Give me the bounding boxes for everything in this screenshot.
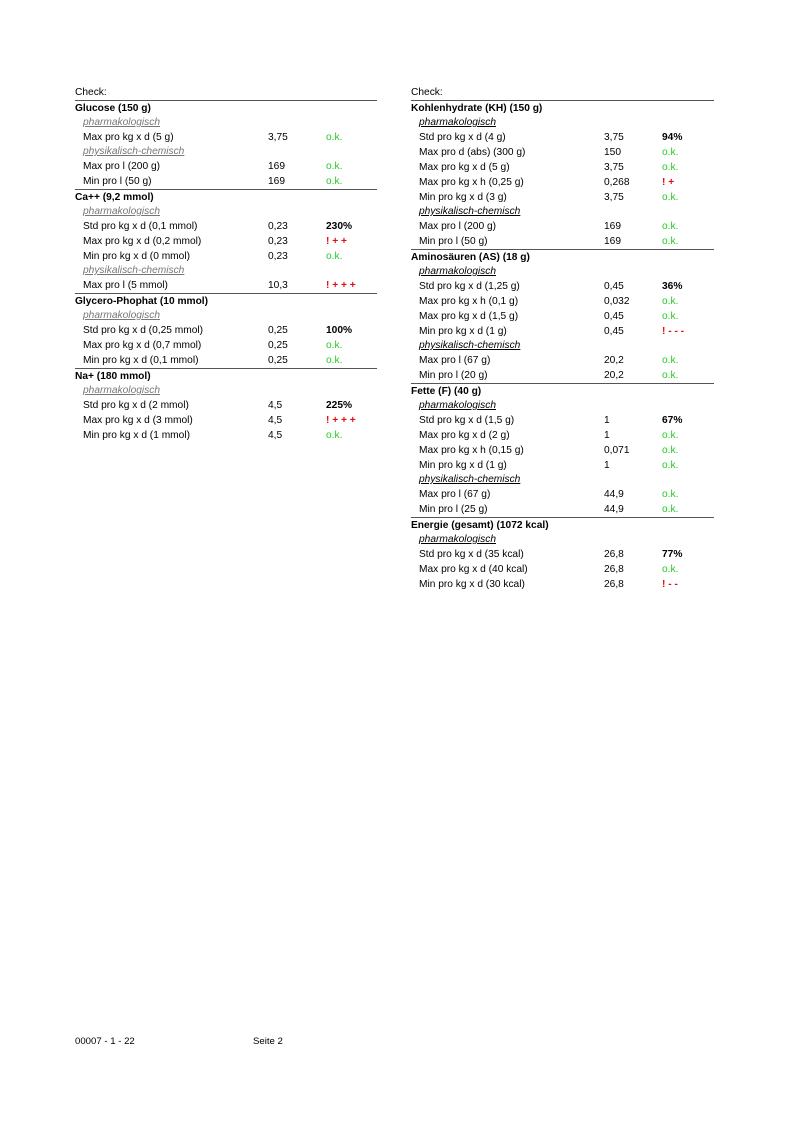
check-row [411,562,714,577]
row-label: Max pro kg x d (40 kcal) [419,564,528,575]
row-value: 0,45 [604,326,624,337]
row-value: 3,75 [604,132,624,143]
status-percent: 94% [662,132,683,143]
check-row [411,443,714,458]
row-value: 150 [604,147,621,158]
row-label: Std pro kg x d (4 g) [419,132,506,143]
check-row [75,219,377,234]
check-label: Check: [411,86,714,101]
row-label: Std pro kg x d (1,5 g) [419,415,515,426]
section-title: Ca++ (9,2 mmol) [75,192,154,203]
status-ok: o.k. [662,564,679,575]
status-ok: o.k. [662,370,679,381]
check-row [411,428,714,443]
nutrient-section [411,249,714,383]
check-label: Check: [75,86,377,101]
row-label: Min pro l (25 g) [419,504,488,515]
check-row [75,323,377,338]
status-ok: o.k. [326,430,343,441]
row-label: Max pro kg x d (0,7 mmol) [83,340,202,351]
footer-page-number: Seite 2 [253,1036,283,1047]
check-row [411,219,714,234]
row-label: Std pro kg x d (0,25 mmol) [83,325,204,336]
check-row [75,174,377,189]
check-row [75,413,377,428]
row-label: Max pro kg x d (5 g) [83,132,174,143]
check-row [75,249,377,264]
group-subheading: pharmakologisch [83,385,161,396]
row-label: Min pro kg x d (0,1 mmol) [83,355,199,366]
status-percent: 36% [662,281,683,292]
group-subheading: physikalisch-chemisch [419,340,521,351]
check-row [411,547,714,562]
row-label: Std pro kg x d (1,25 g) [419,281,520,292]
status-ok: o.k. [326,251,343,262]
row-value: 0,45 [604,311,624,322]
status-ok: o.k. [662,504,679,515]
left-column [75,86,377,443]
row-label: Min pro kg x d (3 g) [419,192,507,203]
check-row [75,398,377,413]
status-ok: o.k. [326,161,343,172]
nutrient-section [75,189,377,293]
row-label: Std pro kg x d (0,1 mmol) [83,221,198,232]
row-label: Min pro kg x d (0 mmol) [83,251,190,262]
status-warning: ! - - [662,579,678,590]
row-value: 20,2 [604,370,624,381]
check-row [411,145,714,160]
row-value: 0,25 [268,325,288,336]
status-ok: o.k. [326,176,343,187]
check-row [411,130,714,145]
check-row [411,502,714,517]
status-warning: ! + + + [326,280,356,291]
status-percent: 230% [326,221,353,232]
row-value: 3,75 [604,162,624,173]
status-percent: 67% [662,415,683,426]
section-title: Na+ (180 mmol) [75,371,151,382]
check-row [75,353,377,368]
row-label: Max pro kg x d (5 g) [419,162,510,173]
row-value: 1 [604,460,610,471]
row-value: 1 [604,430,610,441]
row-value: 4,5 [268,415,283,426]
group-subheading: pharmakologisch [419,534,497,545]
row-label: Max pro kg x d (0,2 mmol) [83,236,202,247]
row-label: Max pro l (200 g) [83,161,161,172]
row-value: 3,75 [268,132,288,143]
footer-document-id: 00007 - 1 - 22 [75,1036,135,1047]
status-percent: 100% [326,325,353,336]
section-title: Glycero-Phophat (10 mmol) [75,296,209,307]
check-row [411,353,714,368]
check-row [411,294,714,309]
right-column [411,86,714,592]
group-subheading: pharmakologisch [83,310,161,321]
status-ok: o.k. [662,162,679,173]
row-value: 0,071 [604,445,630,456]
check-row [411,487,714,502]
group-subheading: pharmakologisch [419,400,497,411]
row-value: 26,8 [604,579,624,590]
section-title: Kohlenhydrate (KH) (150 g) [411,103,543,114]
row-label: Max pro kg x h (0,15 g) [419,445,524,456]
status-ok: o.k. [662,147,679,158]
group-subheading: pharmakologisch [419,117,497,128]
check-row [411,279,714,294]
group-subheading: physikalisch-chemisch [83,146,185,157]
status-ok: o.k. [662,445,679,456]
row-value: 169 [268,161,285,172]
nutrient-section [411,101,714,249]
row-label: Max pro kg x d (3 mmol) [83,415,193,426]
group-subheading: physikalisch-chemisch [419,206,521,217]
row-value: 4,5 [268,430,283,441]
nutrient-section [411,517,714,592]
row-value: 0,25 [268,340,288,351]
group-subheading: pharmakologisch [83,206,161,217]
row-value: 26,8 [604,564,624,575]
row-label: Max pro l (200 g) [419,221,497,232]
check-row [411,458,714,473]
check-row [411,368,714,383]
check-row [411,175,714,190]
check-row [75,278,377,293]
row-label: Min pro kg x d (1 mmol) [83,430,190,441]
row-label: Max pro kg x h (0,25 g) [419,177,524,188]
group-subheading: pharmakologisch [419,266,497,277]
status-ok: o.k. [662,430,679,441]
status-warning: ! + + + [326,415,356,426]
row-label: Max pro kg x d (2 g) [419,430,510,441]
status-warning: ! + [662,177,675,188]
nutrient-section [75,101,377,189]
status-ok: o.k. [662,311,679,322]
row-value: 10,3 [268,280,288,291]
row-value: 0,45 [604,281,624,292]
status-ok: o.k. [662,221,679,232]
row-label: Std pro kg x d (35 kcal) [419,549,524,560]
status-ok: o.k. [326,355,343,366]
row-value: 169 [268,176,285,187]
status-percent: 225% [326,400,353,411]
group-subheading: physikalisch-chemisch [83,265,185,276]
row-value: 0,25 [268,355,288,366]
check-row [411,577,714,592]
check-row [75,159,377,174]
status-warning: ! + + [326,236,347,247]
row-label: Max pro kg x d (1,5 g) [419,311,519,322]
group-subheading: physikalisch-chemisch [419,474,521,485]
row-value: 3,75 [604,192,624,203]
row-value: 0,268 [604,177,630,188]
check-row [75,130,377,145]
section-title: Fette (F) (40 g) [411,386,482,397]
row-value: 44,9 [604,504,624,515]
check-row [75,234,377,249]
row-label: Max pro l (5 mmol) [83,280,168,291]
status-ok: o.k. [662,355,679,366]
nutrient-section [411,383,714,517]
row-value: 4,5 [268,400,283,411]
nutrient-section [75,293,377,368]
row-label: Min pro l (20 g) [419,370,488,381]
section-title: Glucose (150 g) [75,103,151,114]
status-ok: o.k. [662,489,679,500]
status-ok: o.k. [326,132,343,143]
row-label: Min pro kg x d (30 kcal) [419,579,525,590]
row-value: 44,9 [604,489,624,500]
check-row [75,338,377,353]
row-value: 0,23 [268,251,288,262]
row-label: Std pro kg x d (2 mmol) [83,400,189,411]
check-row [411,190,714,205]
row-value: 0,23 [268,221,288,232]
row-value: 26,8 [604,549,624,560]
row-value: 169 [604,236,621,247]
check-row [411,324,714,339]
check-row [411,413,714,428]
status-ok: o.k. [662,296,679,307]
row-label: Min pro kg x d (1 g) [419,460,507,471]
row-label: Min pro l (50 g) [83,176,152,187]
check-row [411,309,714,324]
check-row [75,428,377,443]
row-label: Max pro l (67 g) [419,489,491,500]
check-row [411,160,714,175]
row-value: 0,032 [604,296,630,307]
check-row [411,234,714,249]
section-title: Aminosäuren (AS) (18 g) [411,252,530,263]
section-list [75,101,377,443]
row-label: Min pro kg x d (1 g) [419,326,507,337]
row-label: Max pro l (67 g) [419,355,491,366]
group-subheading: pharmakologisch [83,117,161,128]
status-ok: o.k. [662,236,679,247]
row-label: Max pro d (abs) (300 g) [419,147,526,158]
section-title: Energie (gesamt) (1072 kcal) [411,520,549,531]
row-label: Max pro kg x h (0,1 g) [419,296,519,307]
status-ok: o.k. [326,340,343,351]
row-value: 20,2 [604,355,624,366]
section-list [411,101,714,592]
row-value: 169 [604,221,621,232]
row-value: 0,23 [268,236,288,247]
nutrient-section [75,368,377,443]
status-warning: ! - - - [662,326,685,337]
status-percent: 77% [662,549,683,560]
status-ok: o.k. [662,192,679,203]
row-value: 1 [604,415,610,426]
status-ok: o.k. [662,460,679,471]
row-label: Min pro l (50 g) [419,236,488,247]
